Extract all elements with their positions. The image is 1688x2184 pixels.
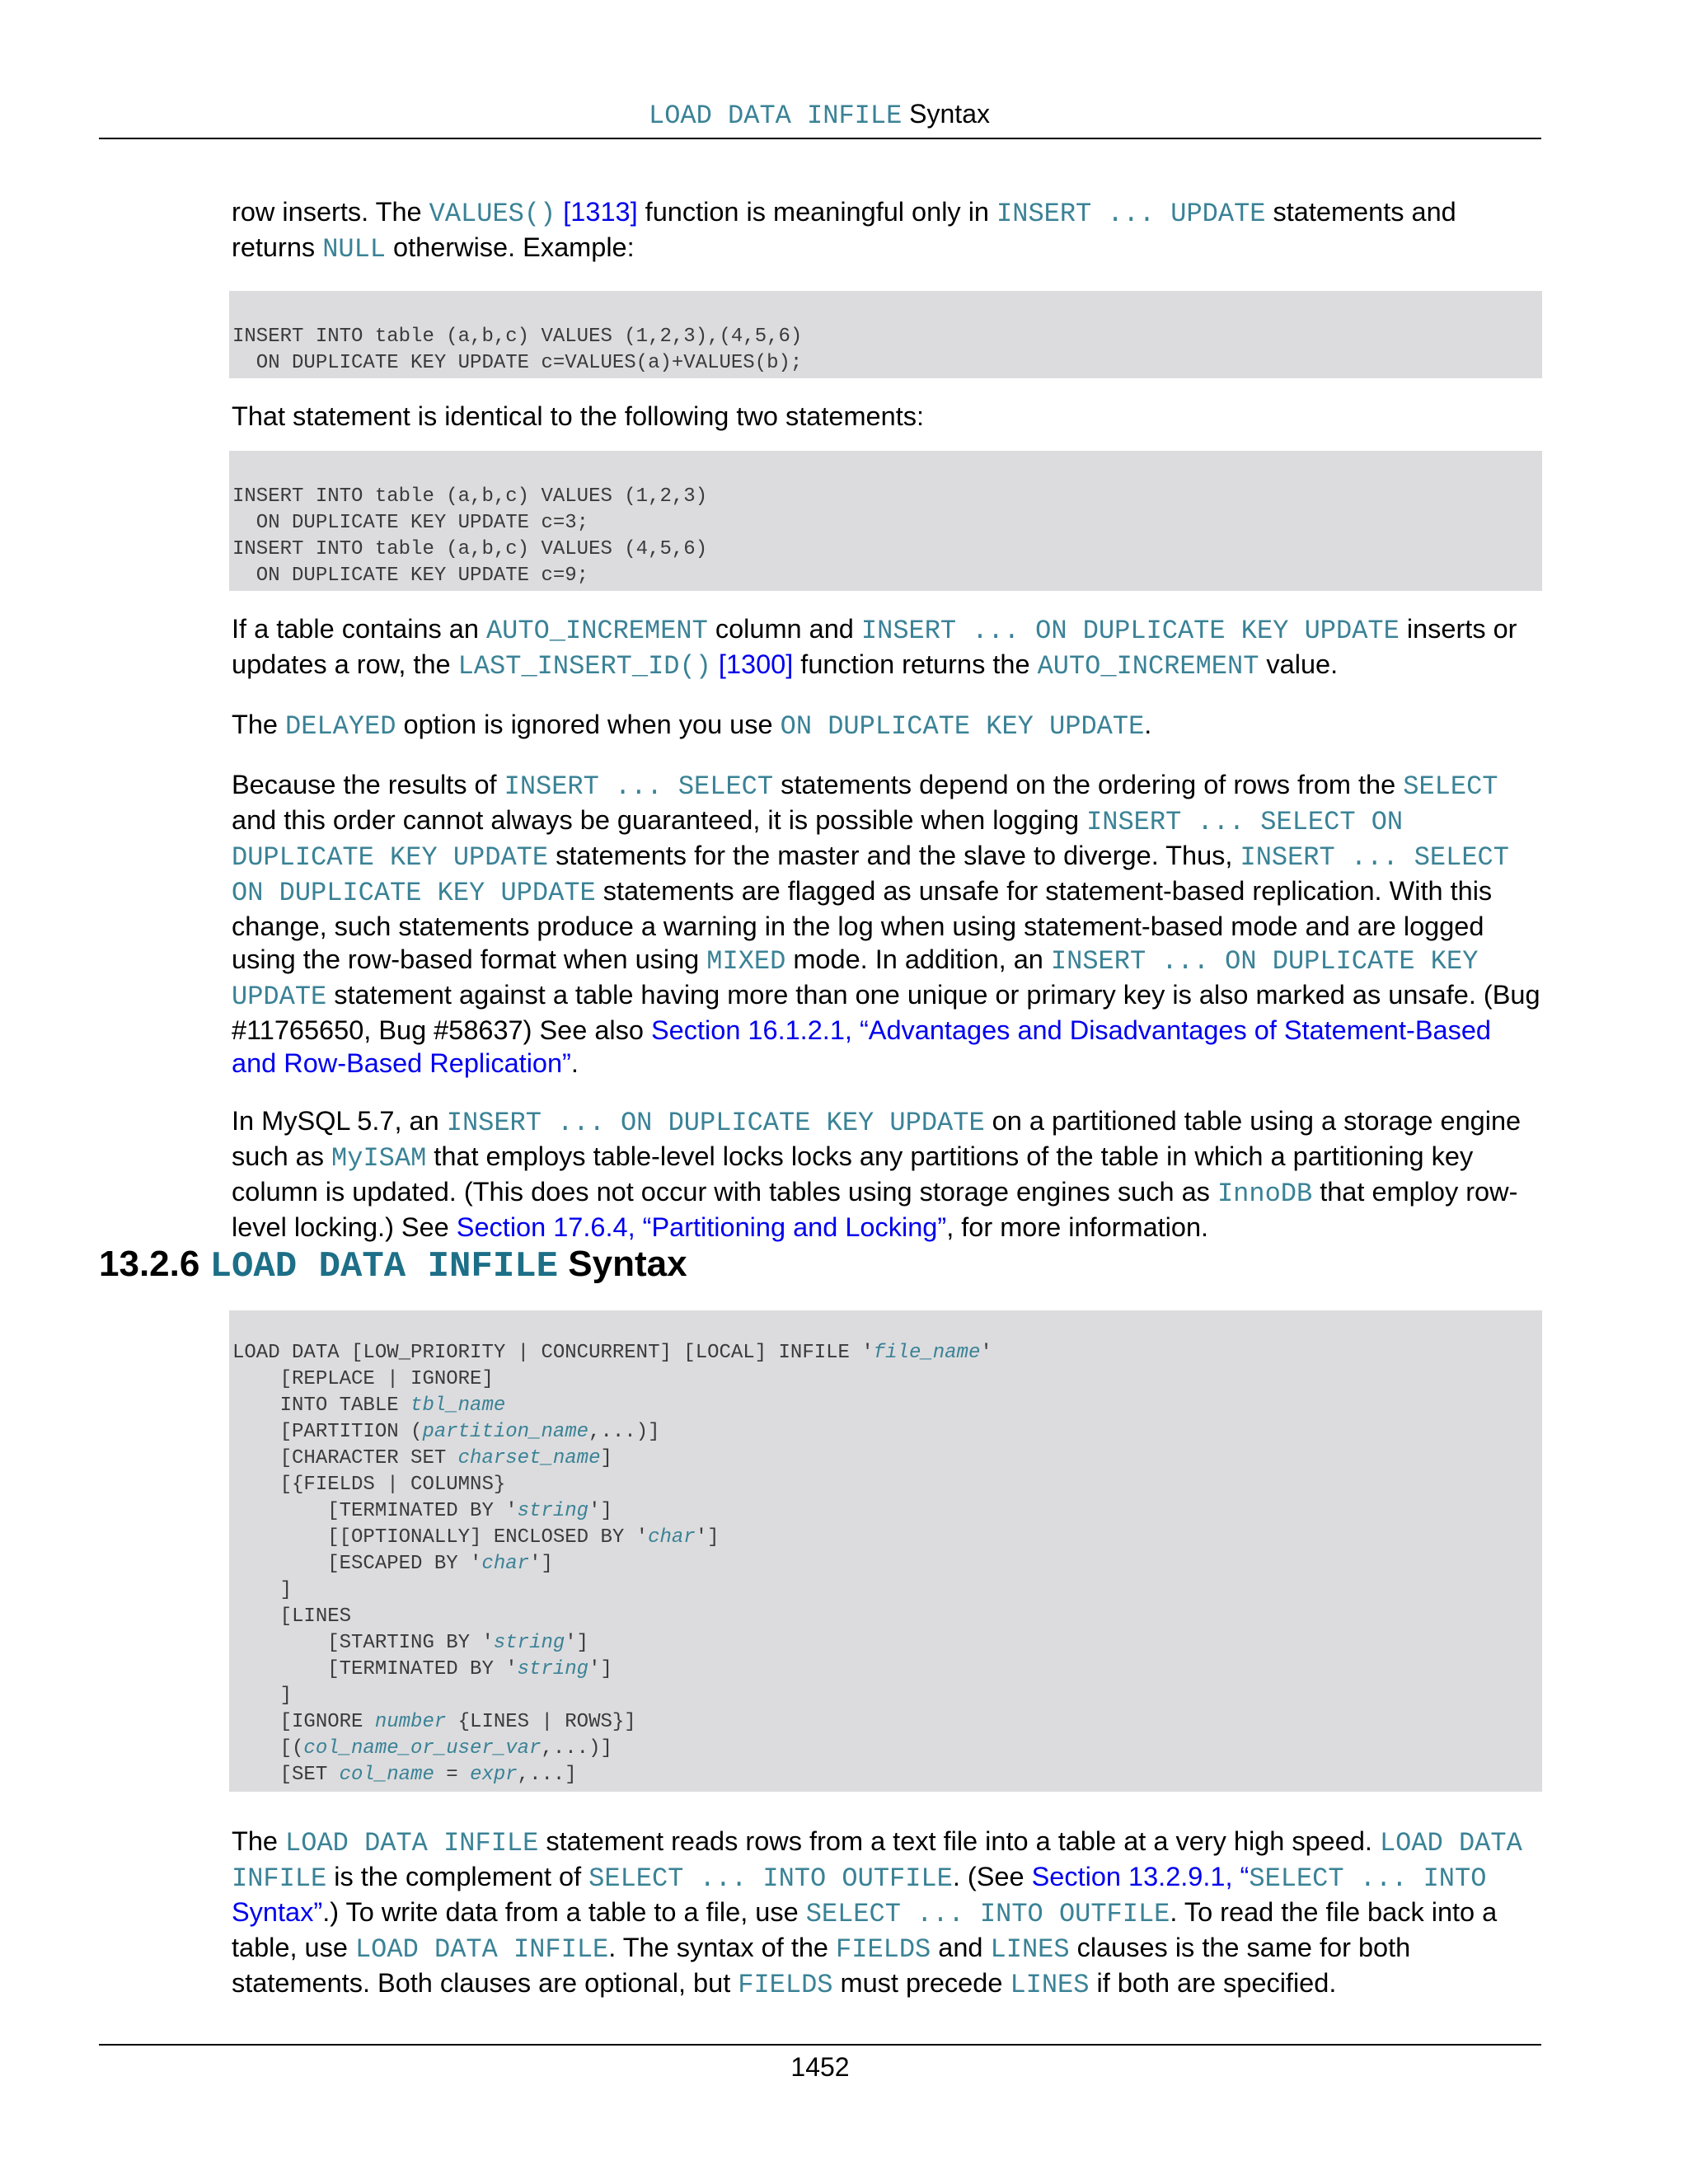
paragraph-load-data-intro [232, 1825, 1542, 2002]
text: otherwise. Example: [386, 232, 635, 262]
syntax-text: [TERMINATED BY ' [232, 1500, 518, 1522]
section-heading [99, 1241, 687, 1290]
code-load-data-infile-3: LOAD DATA INFILE [354, 1934, 609, 1965]
syntax-text: [STARTING BY ' [232, 1632, 494, 1654]
text: Because the results of [232, 770, 504, 799]
code-lines: LINES [990, 1934, 1070, 1965]
section-number: 13.2.6 [99, 1244, 210, 1284]
syntax-text: '] [588, 1658, 612, 1680]
text: option is ignored when you use [396, 710, 781, 739]
syntax-text: [TERMINATED BY ' [232, 1658, 518, 1680]
text: that employs table-level locks locks any partitions of the table in which a partitioning key column is updated. (This does not occur with tables using storage engines such as [232, 1141, 1474, 1207]
syntax-text: ] [600, 1447, 612, 1469]
link-code: SELECT ... INTO [1249, 1863, 1487, 1894]
paragraph-auto-increment [232, 612, 1542, 683]
syntax-text: [{FIELDS | COLUMNS} [232, 1474, 506, 1496]
syntax-text: '] [695, 1526, 720, 1549]
syntax-text: [CHARACTER SET [232, 1447, 458, 1469]
code-lines-2: LINES [1010, 1970, 1090, 2000]
text: clauses is the same for both statements. Both clauses are optional, but [232, 1933, 1411, 1998]
text: statement against a table having more than one unique or primary key is also marked as unsafe. (Bug #11765650, Bug #58637) See also [232, 980, 1540, 1045]
running-header-code: LOAD DATA INFILE [649, 101, 903, 131]
text: , for more information. [946, 1212, 1209, 1242]
code-fields-2: FIELDS [738, 1970, 833, 2000]
code-insert-select: INSERT ... SELECT [504, 771, 774, 802]
syntax-placeholder: string [517, 1500, 589, 1522]
syntax-text: [ESCAPED BY ' [232, 1553, 482, 1575]
text: In MySQL 5.7, an [232, 1106, 447, 1136]
paragraph-identical: That statement is identical to the following two statements: [232, 401, 925, 431]
section-heading-code: LOAD DATA INFILE [209, 1246, 559, 1287]
syntax-text: INTO TABLE [232, 1394, 411, 1417]
syntax-text: LOAD DATA [LOW_PRIORITY | CONCURRENT] [LOCAL] INFILE ' [232, 1342, 874, 1364]
code-auto-increment-2: AUTO_INCREMENT [1037, 651, 1259, 682]
body-content [232, 195, 1542, 1268]
paragraph-delayed [232, 708, 1542, 743]
syntax-placeholder: string [493, 1632, 565, 1654]
text: value. [1259, 649, 1339, 679]
syntax-text: '] [565, 1632, 589, 1654]
text: mode. In addition, an [785, 944, 1051, 974]
code-null: NULL [322, 234, 386, 265]
text: . The syntax of the [608, 1933, 837, 1962]
section-heading-text: Syntax [558, 1244, 687, 1284]
text: statements depend on the ordering of rows from the [773, 770, 1404, 799]
text: if both are specified. [1089, 1968, 1337, 1998]
code-delayed: DELAYED [285, 711, 396, 742]
text: function is meaningful only in [637, 197, 997, 227]
syntax-text: '] [588, 1500, 612, 1522]
text: function returns the [793, 649, 1038, 679]
syntax-placeholder: char [481, 1553, 530, 1575]
section-content [232, 1310, 1542, 2002]
code-mixed: MIXED [706, 946, 786, 977]
code-insert-update: INSERT ... UPDATE [996, 199, 1266, 229]
text: If a table contains an [232, 614, 486, 644]
syntax-block [229, 1310, 1542, 1792]
footer-divider [99, 2044, 1541, 2046]
text: .) To write data from a table to a file, use [322, 1897, 806, 1927]
text: that employ row-level locking.) See [232, 1177, 1518, 1242]
syntax-placeholder: tbl_name [410, 1394, 506, 1417]
code-load-data-infile-2: LOAD DATA INFILE [232, 1828, 1522, 1894]
syntax-text: [IGNORE [232, 1711, 375, 1733]
link-section-17-6-4[interactable]: Section 17.6.4, “Partitioning and Locking” [456, 1212, 947, 1242]
paragraph-values-function [232, 195, 1542, 266]
syntax-text: [REPLACE | IGNORE] [232, 1368, 494, 1390]
text: column and [707, 614, 861, 644]
syntax-text: ,...)] [588, 1421, 660, 1443]
running-header-text: Syntax [902, 99, 990, 129]
text: is the complement of [326, 1862, 589, 1891]
text: statement reads rows from a text file into a table at a very high speed. [538, 1826, 1380, 1856]
code-example-1: INSERT INTO table (a,b,c) VALUES (1,2,3),(4,5,6) ON DUPLICATE KEY UPDATE c=VALUES(a)+VALUES(b); [229, 291, 1542, 378]
syntax-text: [LINES [232, 1605, 352, 1628]
code-innodb: InnoDB [1217, 1179, 1313, 1209]
text: . [570, 1048, 579, 1078]
text: . [1144, 710, 1152, 739]
header-divider [99, 138, 1541, 139]
text: on a partitioned table using a storage engine such as [232, 1106, 1522, 1171]
syntax-text: ] [232, 1579, 293, 1601]
text: statements are flagged as unsafe for statement-based replication. With this change, such statements produce a warning in the log when using statement-based mode and are logged using the row-based format when using [232, 876, 1493, 974]
code-select: SELECT [1403, 771, 1498, 802]
text: The [232, 1826, 286, 1856]
code-insert-select-odku-2: INSERT ... SELECT ON DUPLICATE KEY UPDATE [232, 842, 1509, 908]
code-values: VALUES() [429, 199, 556, 229]
syntax-placeholder: char [648, 1526, 696, 1549]
code-auto-increment: AUTO_INCREMENT [485, 616, 708, 646]
text: and [931, 1933, 991, 1962]
code-on-duplicate: ON DUPLICATE KEY UPDATE [780, 711, 1145, 742]
text: statements and returns [232, 197, 1456, 262]
code-select-into-outfile: SELECT ... INTO OUTFILE [588, 1863, 953, 1894]
syntax-text: [[OPTIONALLY] ENCLOSED BY ' [232, 1526, 649, 1549]
syntax-text: [( [232, 1737, 304, 1760]
text: . (See [952, 1862, 1032, 1891]
syntax-placeholder: col_name [339, 1764, 434, 1786]
code-insert-odku: INSERT ... ON DUPLICATE KEY UPDATE [232, 946, 1479, 1012]
text: must precede [832, 1968, 1010, 1998]
running-header [99, 97, 1540, 133]
syntax-placeholder: col_name_or_user_var [303, 1737, 542, 1760]
syntax-placeholder: partition_name [422, 1421, 589, 1443]
text: inserts or updates a row, the [232, 614, 1517, 679]
syntax-text: '] [529, 1553, 553, 1575]
syntax-text: {LINES | ROWS}] [446, 1711, 636, 1733]
code-insert-on-duplicate: INSERT ... ON DUPLICATE KEY UPDATE [860, 616, 1400, 646]
syntax-placeholder: file_name [873, 1342, 981, 1364]
code-load-data-infile: LOAD DATA INFILE [285, 1828, 539, 1858]
code-last-insert-id: LAST_INSERT_ID() [457, 651, 711, 682]
text: statements for the master and the slave to diverge. Thus, [548, 841, 1240, 870]
syntax-text: [PARTITION ( [232, 1421, 423, 1443]
syntax-text: ,...)] [541, 1737, 612, 1760]
code-example-2: INSERT INTO table (a,b,c) VALUES (1,2,3) ON DUPLICATE KEY UPDATE c=3; INSERT INTO table (a,b,c) VALUES (4,5,6) ON DUPLICATE KEY UPDATE c=9; [229, 451, 1542, 591]
link-ref-1300[interactable]: [1300] [710, 649, 794, 679]
syntax-placeholder: expr [470, 1764, 518, 1786]
text: . To read the file back into a table, use [232, 1897, 1498, 1962]
link-ref-1313[interactable]: [1313] [556, 197, 638, 227]
link-text: Syntax” [232, 1897, 323, 1927]
text: The [232, 710, 286, 739]
syntax-placeholder: string [517, 1658, 589, 1680]
text: row inserts. The [232, 197, 429, 227]
syntax-placeholder: number [374, 1711, 447, 1733]
paragraph-unsafe-replication [232, 768, 1542, 1080]
code-insert-odku-3: INSERT ... ON DUPLICATE KEY UPDATE [446, 1108, 985, 1138]
page-number: 1452 [790, 2052, 850, 2082]
syntax-text: ,...] [517, 1764, 577, 1786]
text: and this order cannot always be guaranteed, it is possible when logging [232, 805, 1087, 835]
code-myisam: MyISAM [331, 1143, 427, 1174]
syntax-text: [SET [232, 1764, 340, 1786]
paragraph-partitioned-table [232, 1104, 1542, 1244]
syntax-placeholder: charset_name [457, 1447, 601, 1469]
code-fields: FIELDS [836, 1934, 931, 1965]
syntax-text: ' [980, 1342, 992, 1364]
syntax-text: = [434, 1764, 471, 1786]
code-select-into-outfile-2: SELECT ... INTO OUTFILE [805, 1899, 1170, 1929]
code-insert-select-odku: INSERT ... SELECT ON DUPLICATE KEY UPDATE [232, 807, 1404, 873]
syntax-text: ] [232, 1685, 293, 1707]
link-text: Section 13.2.9.1, “ [1031, 1862, 1250, 1891]
link-section-16-1-2-1[interactable]: Section 16.1.2.1, “Advantages and Disadvantages of Statement-Based and Row-Based Replication” [232, 1015, 1491, 1078]
